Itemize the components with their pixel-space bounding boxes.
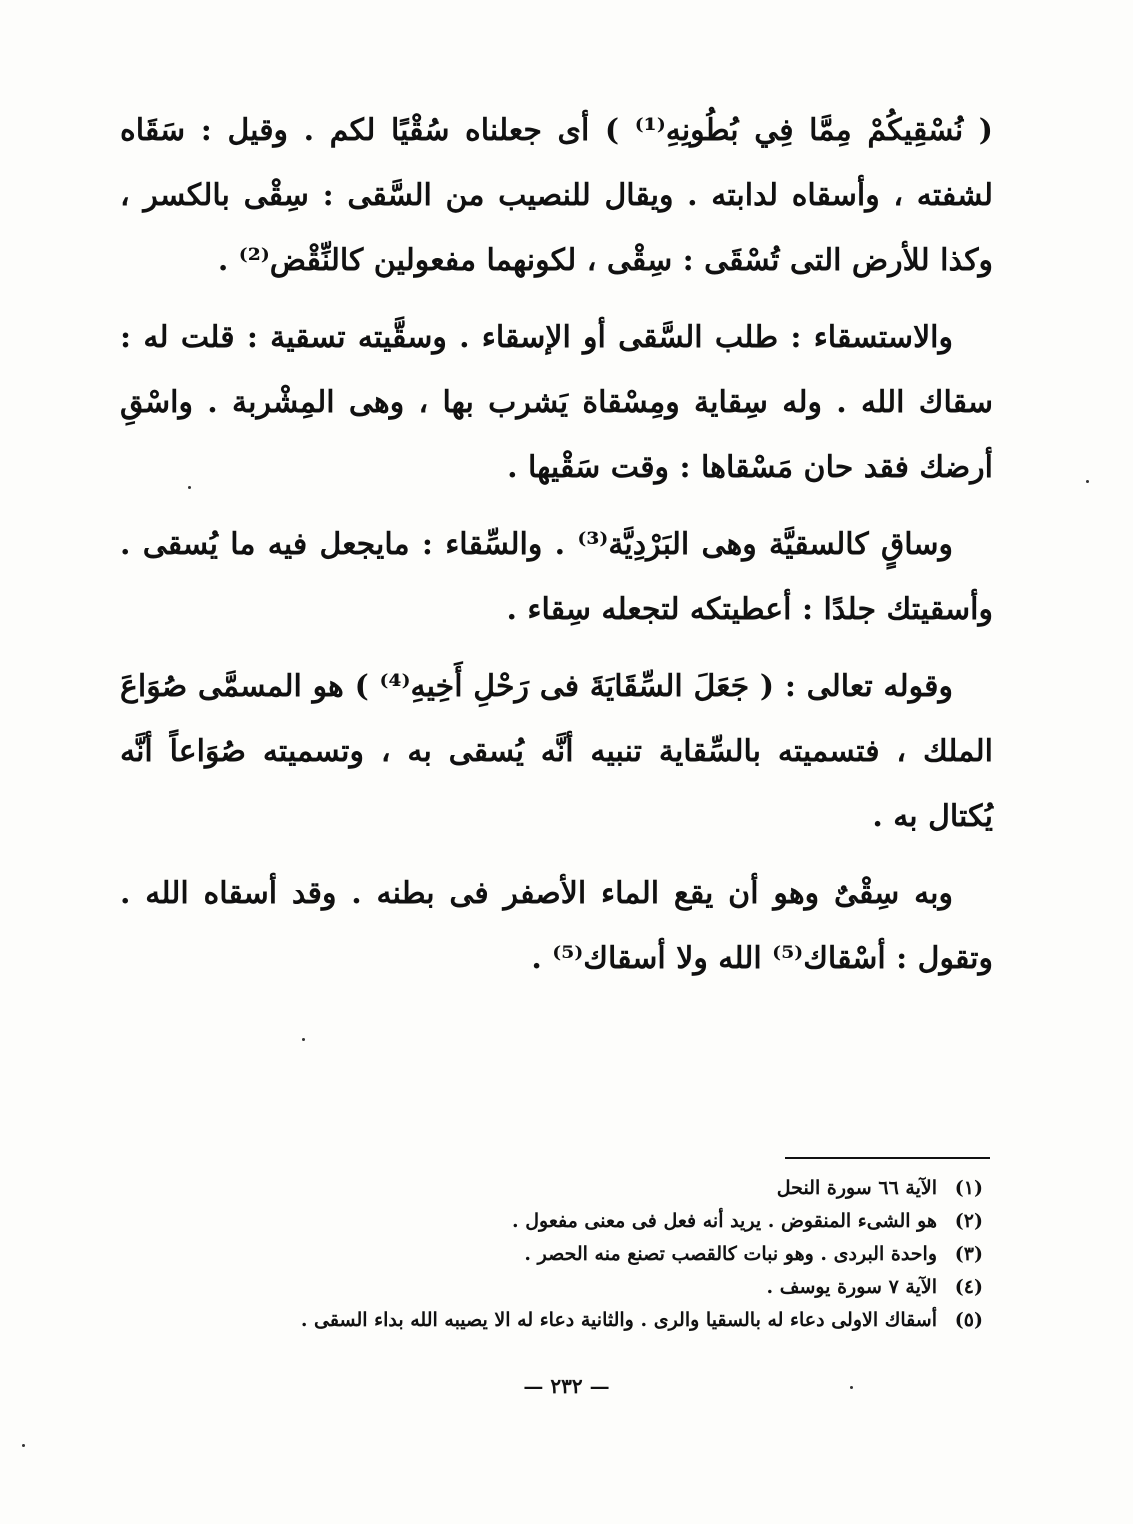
scan-speck	[22, 1444, 25, 1447]
scan-speck	[1086, 480, 1089, 483]
footnotes	[150, 1172, 983, 1337]
scan-speck	[850, 1386, 853, 1389]
footnote-number: (٥)	[954, 1309, 983, 1331]
footnote-text: أسقاك الاولى دعاء له بالسقيا والرى . والثانية دعاء له الا يصيبه الله بداء السقى .	[300, 1309, 937, 1331]
footnote-text: هو الشىء المنقوض . يريد أنه فعل فى معنى مفعول .	[511, 1210, 937, 1232]
footnote-item	[150, 1205, 983, 1238]
footnote-number: (٣)	[954, 1243, 983, 1265]
paragraph: ( نُسْقِيكُمْ مِمَّا فِي بُطُونِهِ⁽¹⁾ ) أى جعلناه سُقْيًا لكم . وقيل : سَقَاه لشفته ، وأسقاه لدابته . ويقال للنصيب من السَّقى : سِقْى بالكسر ، وكذا للأرض التى تُسْقَى : سِقْى ، لكونهما مفعولين كالنِّقْض⁽²⁾ .	[120, 113, 993, 278]
main-text	[120, 98, 993, 1003]
scan-speck	[302, 1038, 305, 1041]
paragraph: وقوله تعالى : ( جَعَلَ السِّقَايَةَ فى رَحْلِ أَخِيهِ⁽⁴⁾ ) هو المسمَّى صُوَاعَ الملك ، فتسميته بالسِّقاية تنبيه أنَّه يُسقى به ، وتسميته صُوَاعاً أنَّه يُكتال به .	[120, 669, 993, 834]
scan-speck	[188, 486, 191, 489]
footnote-item	[150, 1271, 983, 1304]
footnote-text: الآية ٦٦ سورة النحل	[776, 1177, 937, 1199]
footnote-number: (١)	[954, 1177, 983, 1199]
paragraph: وساقٍ كالسقيَّة وهى البَرْدِيَّة⁽³⁾ . والسِّقاء : مايجعل فيه ما يُسقى . وأسقيتك جلدًا : أعطيتكه لتجعله سِقاء .	[120, 527, 993, 627]
footnote-text: الآية ٧ سورة يوسف .	[766, 1276, 937, 1298]
footnote-item	[150, 1304, 983, 1337]
footnote-text: واحدة البردى . وهو نبات كالقصب تصنع منه الحصر .	[524, 1243, 937, 1265]
footnote-item	[150, 1238, 983, 1271]
paragraph: والاستسقاء : طلب السَّقى أو الإسقاء . وسقَّيته تسقية : قلت له : سقاك الله . وله سِقاية ومِسْقاة يَشرب بها ، وهى المِشْربة . واسْقِ أرضك فقد حان مَسْقاها : وقت سَقْيها .	[120, 320, 993, 485]
paragraph: وبه سِقْىٌ وهو أن يقع الماء الأصفر فى بطنه . وقد أسقاه الله . وتقول : أسْقاك⁽⁵⁾ الله ولا أسقاك⁽⁵⁾ .	[120, 876, 993, 976]
footnote-item	[150, 1172, 983, 1205]
page-number: — ٢٣٢ —	[523, 1374, 610, 1398]
footnote-divider	[785, 1157, 990, 1159]
footnote-number: (٤)	[954, 1276, 983, 1298]
footnote-number: (٢)	[954, 1210, 983, 1232]
